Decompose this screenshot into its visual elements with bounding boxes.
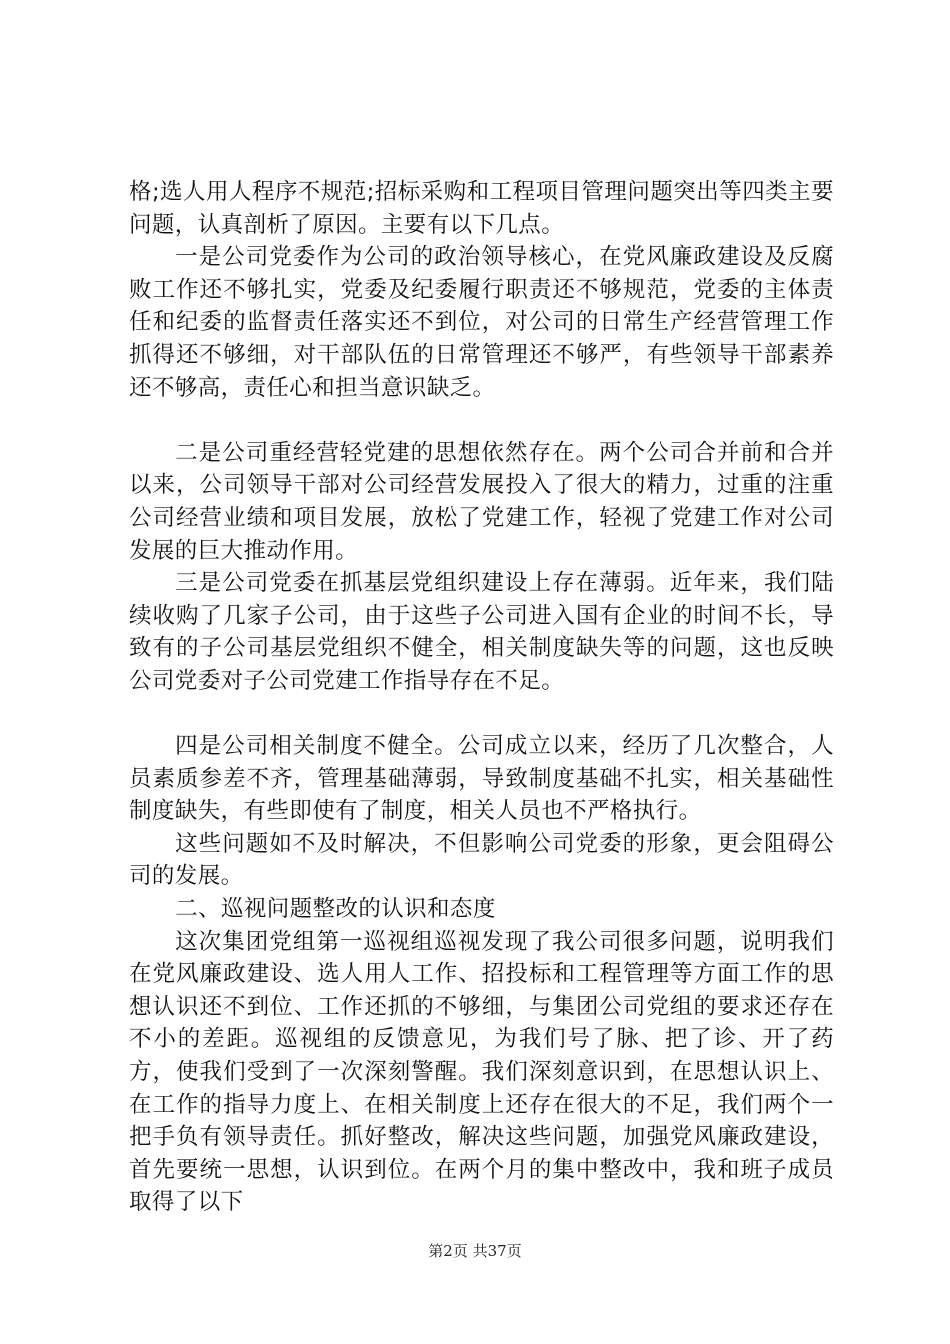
- paragraph-point-two: 二是公司重经营轻党建的思想依然存在。两个公司合并前和合并以来，公司领导干部对公司经营发展投入了很大的精力，过重的注重公司经营业绩和项目发展，放松了党建工作，轻视了党建工作对公司发展的巨大推动作用。: [129, 439, 834, 564]
- page-number-footer: 第2页 共37页: [428, 1242, 522, 1260]
- paragraph-summary: 这些问题如不及时解决，不但影响公司党委的形象，更会阻碍公司的发展。: [129, 830, 834, 890]
- paragraph-point-four: 四是公司相关制度不健全。公司成立以来，经历了几次整合，人员素质参差不齐，管理基础薄弱，导致制度基础不扎实，相关基础性制度缺失，有些即使有了制度，相关人员也不严格执行。: [129, 733, 834, 825]
- paragraph-point-three: 三是公司党委在抓基层党组织建设上存在薄弱。近年来，我们陆续收购了几家子公司，由于这些子公司进入国有企业的时间不长，导致有的子公司基层党组织不健全，相关制度缺失等的问题，这也反映公司党委对子公司党建工作指导存在不足。: [129, 570, 834, 694]
- document-body: [129, 176, 834, 1219]
- paragraph-continuation: 格;选人用人程序不规范;招标采购和工程项目管理问题突出等四类主要问题，认真剖析了原因。主要有以下几点。: [129, 179, 834, 238]
- paragraph-section-body: 这次集团党组第一巡视组巡视发现了我公司很多问题，说明我们在党风廉政建设、选人用人工作、招投标和工程管理等方面工作的思想认识还不到位、工作还抓的不够细，与集团公司党组的要求还存在不小的差距。巡视组的反馈意见，为我们号了脉、把了诊、开了药方，使我们受到了一次深刻警醒。我们深刻意识到，在思想认识上、在工作的指导力度上、在相关制度上还存在很大的不足，我们两个一把手负有领导责任。抓好整改，解决这些问题，加强党风廉政建设，首先要统一思想，认识到位。在两个月的集中整改中，我和班子成员取得了以下: [129, 928, 834, 1216]
- section-heading: 二、巡视问题整改的认识和态度: [175, 896, 496, 923]
- paragraph-point-one: 一是公司党委作为公司的政治领导核心，在党风廉政建设及反腐败工作还不够扎实，党委及纪委履行职责还不够规范，党委的主体责任和纪委的监督责任落实还不到位，对公司的日常生产经营管理工作抓得还不够细，对干部队伍的日常管理还不够严，有些领导干部素养还不够高，责任心和担当意识缺乏。: [129, 244, 834, 401]
